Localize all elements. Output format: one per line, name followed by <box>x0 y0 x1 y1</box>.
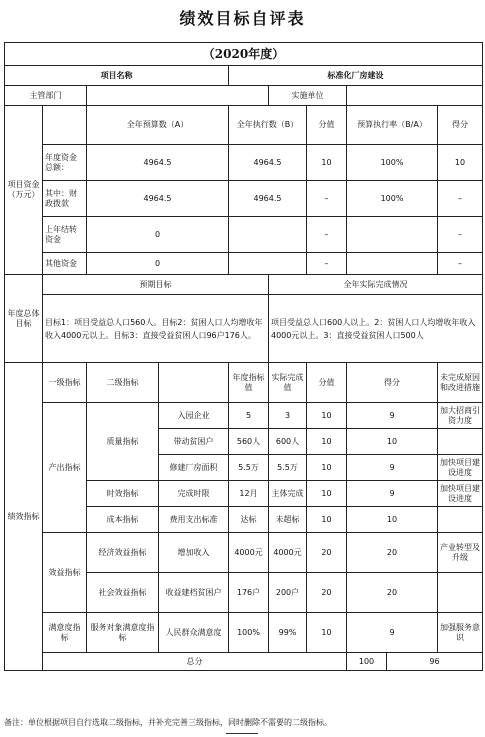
indicator-got: 9 <box>347 455 438 481</box>
indicator-score: 10 <box>307 507 347 533</box>
benefit-label: 效益指标 <box>43 533 87 613</box>
sat-l2-label: 服务对象满意度指标 <box>87 613 159 653</box>
indicator-reason: 加快项目建设进度 <box>438 481 483 507</box>
ind-header-l3 <box>159 363 229 403</box>
funds-header-budget: 全年预算数（A） <box>87 106 229 145</box>
funds-row-score: – <box>307 253 347 275</box>
project-name-value: 标准化厂房建设 <box>229 66 483 86</box>
goals-actual-header: 全年实际完成情况 <box>269 275 483 295</box>
funds-header-blank <box>43 106 87 145</box>
funds-row-budget: 0 <box>87 253 229 275</box>
ind-header-l1: 一级指标 <box>43 363 87 403</box>
dept-label: 主管部门 <box>5 86 87 106</box>
funds-row-label: 年度资金总额： <box>43 145 87 181</box>
goals-planned-header: 预期目标 <box>43 275 269 295</box>
indicator-target: 12月 <box>229 481 269 507</box>
indicator-got: 10 <box>347 507 438 533</box>
indicator-got: 9 <box>347 613 438 653</box>
funds-row-label: 其他资金 <box>43 253 87 275</box>
funds-header-exec: 全年执行数（B） <box>229 106 307 145</box>
indicator-actual: 主体完成 <box>269 481 307 507</box>
ind-header-actual: 实际完成值 <box>269 363 307 403</box>
indicator-name: 费用支出标准 <box>159 507 229 533</box>
goals-actual-text: 项目受益总人口600人以上。2：贫困人口人均增收年收入4000元以上。3：直接受益贫困人口500人 <box>269 295 483 363</box>
footnote: 备注：单位根据项目自行选取二级指标，并补充完善三级指标，同时删除不需要的二级指标。 <box>4 718 332 727</box>
econ-label: 经济效益指标 <box>87 533 159 573</box>
funds-row-exec <box>229 217 307 253</box>
indicator-reason: 加快项目建设进度 <box>438 455 483 481</box>
satisfaction-label: 满意度指标 <box>43 613 87 653</box>
funds-row-exec: 4964.5 <box>229 145 307 181</box>
indicator-target: 100% <box>229 613 269 653</box>
project-name-label: 项目名称 <box>5 66 229 86</box>
indicator-actual: 4000元 <box>269 533 307 573</box>
indicator-name: 带动贫困户 <box>159 429 229 455</box>
funds-row-score: – <box>307 181 347 217</box>
ind-header-got: 得分 <box>347 363 438 403</box>
funds-label: 项目资金（万元） <box>5 106 43 275</box>
indicator-reason: 加强服务意识 <box>438 613 483 653</box>
ind-header-l2: 二级指标 <box>87 363 159 403</box>
funds-row-label: 上年结转资金 <box>43 217 87 253</box>
impl-label: 实施单位 <box>269 86 347 106</box>
indicator-score: 10 <box>307 429 347 455</box>
ind-header-reason: 未完成原因和改进措施 <box>438 363 483 403</box>
page-divider <box>226 733 258 734</box>
indicator-target: 560人 <box>229 429 269 455</box>
indicator-name: 增加收入 <box>159 533 229 573</box>
indicator-target: 176户 <box>229 573 269 613</box>
quality-label: 质量指标 <box>87 403 159 481</box>
indicator-reason: 产业转型及升级 <box>438 533 483 573</box>
indicator-actual: 200户 <box>269 573 307 613</box>
indicator-score: 20 <box>307 573 347 613</box>
indicator-target: 4000元 <box>229 533 269 573</box>
indicator-score: 10 <box>307 403 347 429</box>
time-label: 时效指标 <box>87 481 159 507</box>
indicator-name: 完成时限 <box>159 481 229 507</box>
social-label: 社会效益指标 <box>87 573 159 613</box>
indicator-name: 入园企业 <box>159 403 229 429</box>
indicator-reason <box>438 507 483 533</box>
funds-row-budget: 4964.5 <box>87 181 229 217</box>
funds-row-got: – <box>438 253 483 275</box>
indicator-name: 人民群众满意度 <box>159 613 229 653</box>
indicator-score: 20 <box>307 533 347 573</box>
goals-planned-text: 目标1：项目受益总人口560人。目标2：贫困人口人均增收年收入4000元以上。目标3：直接受益贫困人口96户176人。 <box>43 295 269 363</box>
evaluation-table <box>4 42 483 671</box>
indicator-got: 20 <box>347 533 438 573</box>
total-score: 100 <box>347 653 387 671</box>
ind-header-score: 分值 <box>307 363 347 403</box>
indicator-got: 20 <box>347 573 438 613</box>
funds-row-rate <box>347 217 438 253</box>
indicator-score: 10 <box>307 455 347 481</box>
indicator-actual: 600人 <box>269 429 307 455</box>
funds-row-exec <box>229 253 307 275</box>
page-title: 绩效目标自评表 <box>179 9 306 28</box>
goals-label: 年度总体目标 <box>5 275 43 363</box>
dept-value <box>87 86 269 106</box>
funds-row-got: 10 <box>438 145 483 181</box>
indicator-got: 10 <box>347 429 438 455</box>
funds-row-score: – <box>307 217 347 253</box>
funds-row-rate <box>347 253 438 275</box>
indicator-actual: 5.5万 <box>269 455 307 481</box>
indicator-score: 10 <box>307 481 347 507</box>
funds-row-rate: 100% <box>347 181 438 217</box>
indicator-reason <box>438 429 483 455</box>
indicator-actual: 99% <box>269 613 307 653</box>
indicators-label: 绩效指标 <box>5 363 43 671</box>
funds-header-got: 得分 <box>438 106 483 145</box>
indicator-reason: 加大招商引资力度 <box>438 403 483 429</box>
cost-label: 成本指标 <box>87 507 159 533</box>
funds-row-rate: 100% <box>347 145 438 181</box>
indicator-name: 修建厂房面积 <box>159 455 229 481</box>
ind-header-target: 年度指标值 <box>229 363 269 403</box>
indicator-actual: 未超标 <box>269 507 307 533</box>
indicator-score: 10 <box>307 613 347 653</box>
total-label: 总分 <box>43 653 347 671</box>
year-row: （2020年度） <box>5 43 483 66</box>
indicator-name: 收益建档贫困户 <box>159 573 229 613</box>
funds-row-budget: 0 <box>87 217 229 253</box>
impl-value <box>347 86 483 106</box>
indicator-actual: 3 <box>269 403 307 429</box>
indicator-target: 5.5万 <box>229 455 269 481</box>
funds-row-exec: 4964.5 <box>229 181 307 217</box>
indicator-target: 达标 <box>229 507 269 533</box>
indicator-got: 9 <box>347 481 438 507</box>
funds-row-label: 其中：财政拨款 <box>43 181 87 217</box>
output-label: 产出指标 <box>43 403 87 533</box>
indicator-reason <box>438 573 483 613</box>
funds-header-score: 分值 <box>307 106 347 145</box>
funds-row-got: – <box>438 217 483 253</box>
indicator-got: 9 <box>347 403 438 429</box>
funds-row-budget: 4964.5 <box>87 145 229 181</box>
total-got: 96 <box>387 653 483 671</box>
funds-row-score: 10 <box>307 145 347 181</box>
indicator-target: 5 <box>229 403 269 429</box>
funds-row-got: – <box>438 181 483 217</box>
funds-header-rate: 预算执行率（B/A） <box>347 106 438 145</box>
